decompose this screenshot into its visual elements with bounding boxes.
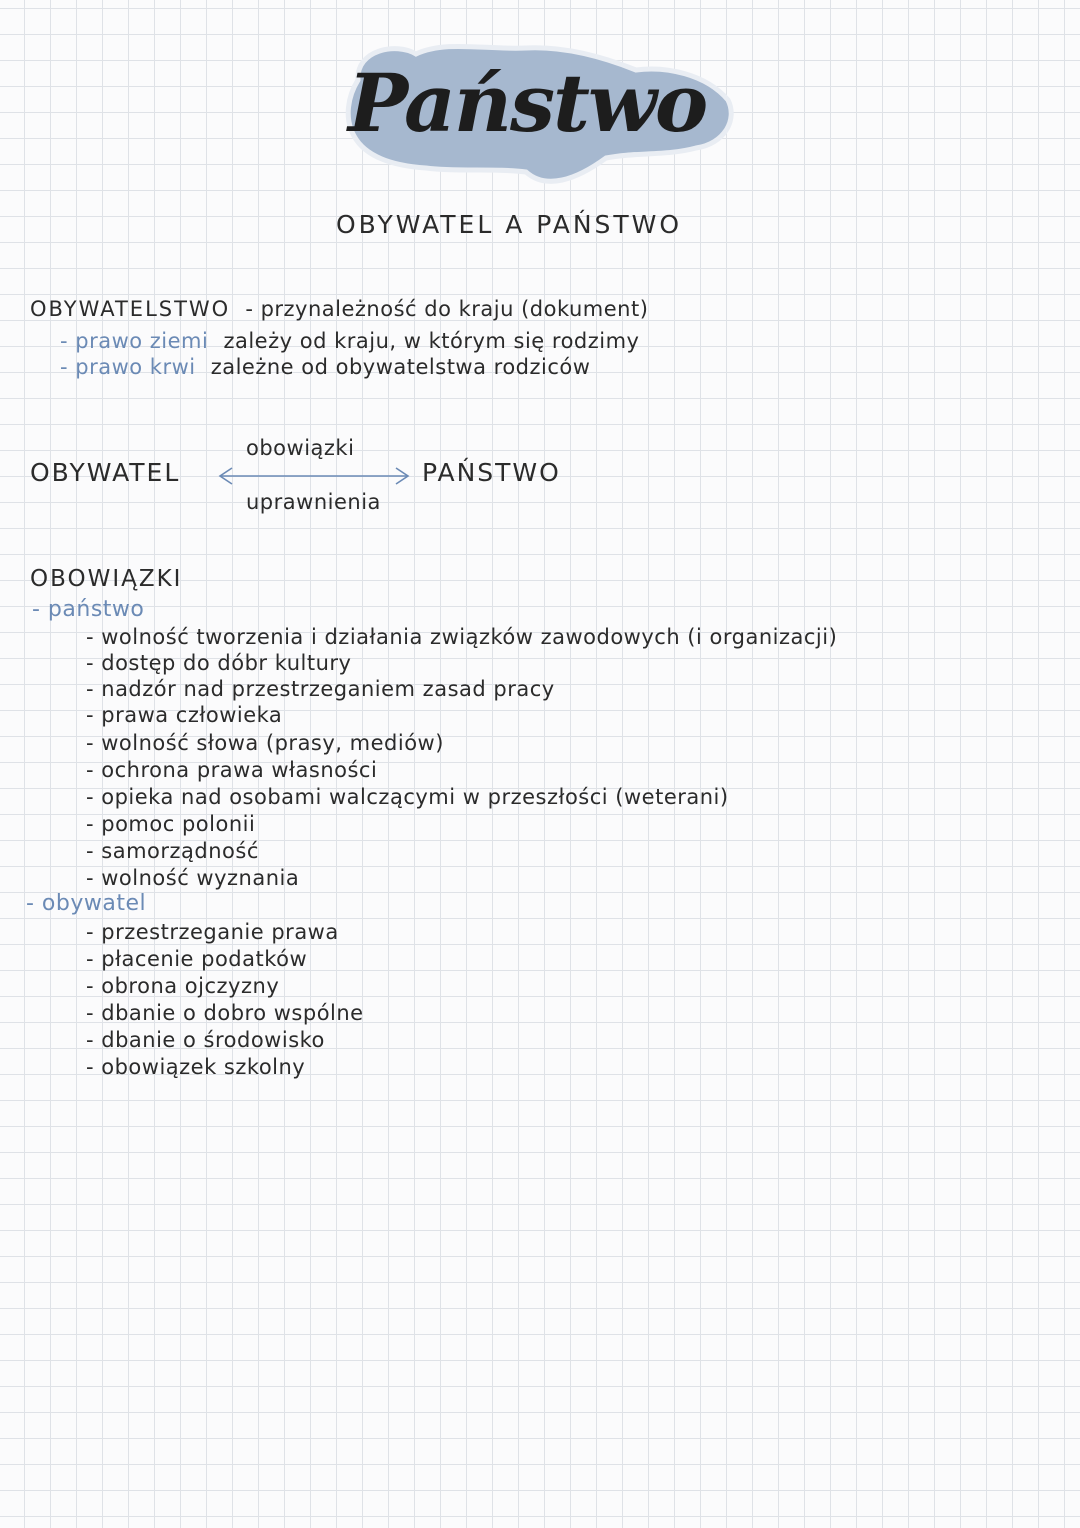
obywatelstwo-definition: - przynależność do kraju (dokument) — [245, 297, 649, 321]
panstwo-item: - nadzór nad przestrzeganiem zasad pracy — [86, 677, 555, 701]
obywatel-label: - obywatel — [26, 891, 147, 916]
obywatel-item: - przestrzeganie prawa — [86, 920, 339, 944]
item-label: - prawo ziemi — [60, 329, 209, 353]
obywatel-item: - obowiązek szkolny — [86, 1055, 306, 1079]
item-label: - prawo krwi — [60, 355, 196, 379]
page-title: Państwo — [348, 56, 707, 150]
obywatel-item: - obrona ojczyzny — [86, 974, 280, 998]
panstwo-item: - wolność wyznania — [86, 866, 300, 890]
panstwo-item: - opieka nad osobami walczącymi w przeszłości (weterani) — [86, 785, 729, 809]
obowiazki-heading: OBOWIĄZKI — [30, 566, 183, 592]
panstwo-item: - ochrona prawa własności — [86, 758, 378, 782]
panstwo-item: - pomoc polonii — [86, 812, 256, 836]
panstwo-label: - państwo — [32, 597, 145, 622]
double-arrow-icon — [214, 462, 414, 490]
item-text: zależy od kraju, w którym się rodzimy — [223, 329, 640, 353]
panstwo-item: - prawa człowieka — [86, 703, 283, 727]
obywatel-item: - dbanie o środowisko — [86, 1028, 325, 1052]
relation-left: OBYWATEL — [30, 458, 181, 487]
obywatelstwo-item — [60, 329, 640, 353]
obywatel-item: - płacenie podatków — [86, 947, 308, 971]
obywatelstwo-term: OBYWATELSTWO — [30, 297, 231, 321]
subtitle: OBYWATEL A PAŃSTWO — [336, 210, 683, 239]
relation-right: PAŃSTWO — [422, 458, 561, 487]
relation-top-label: obowiązki — [246, 436, 355, 460]
obywatelstwo-item — [60, 355, 590, 379]
title-block — [336, 26, 740, 196]
panstwo-item: - samorządność — [86, 839, 259, 863]
panstwo-item: - wolność słowa (prasy, mediów) — [86, 731, 444, 755]
relation-bottom-label: uprawnienia — [246, 490, 381, 514]
obywatelstwo-line — [30, 297, 648, 321]
item-text: zależne od obywatelstwa rodziców — [210, 355, 591, 379]
panstwo-item: - dostęp do dóbr kultury — [86, 651, 352, 675]
panstwo-item: - wolność tworzenia i działania związków zawodowych (i organizacji) — [86, 625, 838, 649]
obywatel-item: - dbanie o dobro wspólne — [86, 1001, 364, 1025]
